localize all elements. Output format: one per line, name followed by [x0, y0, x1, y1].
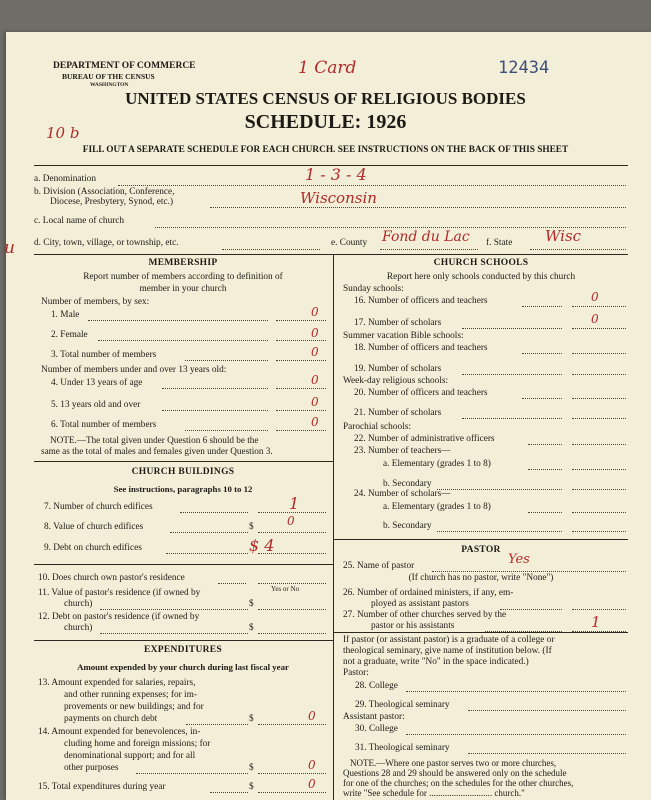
- q18-leader: [522, 353, 562, 354]
- q14-line-4: other purposes: [64, 763, 119, 773]
- q25-line: [432, 571, 626, 572]
- q14-dollar: $: [249, 763, 254, 773]
- q1-value: 0: [311, 305, 319, 319]
- q7-label: 7. Number of church edifices: [44, 502, 153, 512]
- q21-label: 21. Number of scholars: [354, 408, 442, 418]
- q27-label-2: pastor or his assistants: [371, 621, 455, 631]
- q3-field: [276, 360, 326, 361]
- q29-label: 29. Theological seminary: [355, 700, 450, 710]
- q28-line: [406, 691, 626, 692]
- q12-dollar: $: [249, 623, 254, 633]
- margin-mark: u: [4, 238, 15, 258]
- q19-leader: [462, 374, 562, 375]
- q22-field: [572, 444, 626, 445]
- q16-value: 0: [591, 290, 599, 304]
- q13-value: 0: [308, 709, 316, 723]
- state-label: f. State: [486, 238, 513, 248]
- q6-leader: [185, 430, 268, 431]
- q25-label: 25. Name of pastor: [343, 561, 415, 571]
- q23b-leader: [437, 489, 562, 490]
- division-line: [210, 207, 626, 208]
- q6-field: [276, 430, 326, 431]
- q17-leader: [462, 328, 562, 329]
- q11-label-1: 11. Value of pastor's residence (if owned by: [38, 588, 201, 598]
- city-line: [222, 249, 320, 250]
- division-label-2: Diocese, Presbytery, Synod, etc.): [50, 197, 174, 207]
- q11-leader: [100, 609, 248, 610]
- schools-title: CHURCH SCHOOLS: [433, 258, 529, 268]
- q14-leader: [136, 773, 248, 774]
- q26-label-1: 26. Number of ordained ministers, if any, em-: [343, 588, 514, 598]
- q6-value: 0: [311, 415, 319, 429]
- q1-field: [276, 320, 326, 321]
- q24a-leader: [528, 512, 562, 513]
- q23b-label: b. Secondary: [383, 479, 432, 489]
- q11-dollar: $: [249, 599, 254, 609]
- pastor-title: PASTOR: [461, 545, 501, 555]
- county-line: [380, 249, 478, 250]
- division-label-1: b. Division (Association, Conference,: [34, 187, 175, 197]
- hand-code: 10 b: [46, 124, 80, 142]
- q24b-leader: [437, 531, 562, 532]
- q24-label: 24. Number of scholars—: [354, 489, 451, 499]
- denomination-line: [118, 185, 626, 186]
- q8-dollar: $: [249, 522, 254, 532]
- rule-residence: [34, 564, 333, 565]
- q6-label: 6. Total number of members: [51, 420, 157, 430]
- q19-label: 19. Number of scholars: [354, 364, 442, 374]
- expenditures-sub: Amount expended by your church during last fiscal year: [77, 662, 289, 672]
- division-value: Wisconsin: [300, 189, 377, 207]
- denomination-value: 1 - 3 - 4: [305, 165, 367, 184]
- q16-leader: [522, 306, 562, 307]
- pastor-head: Pastor:: [343, 668, 369, 678]
- q10-field: [258, 583, 326, 584]
- state-value: Wisc: [545, 227, 582, 245]
- rule-buildings: [34, 461, 333, 462]
- membership-title: MEMBERSHIP: [148, 258, 218, 268]
- q24b-field: [572, 531, 626, 532]
- q31-label: 31. Theological seminary: [355, 743, 450, 753]
- q24a-label: a. Elementary (grades 1 to 8): [383, 502, 491, 512]
- city-label: d. City, town, village, or township, etc.: [34, 238, 179, 248]
- q20-label: 20. Number of officers and teachers: [354, 388, 488, 398]
- q1-label: 1. Male: [51, 310, 80, 320]
- q14-line-2: cluding home and foreign missions; for: [64, 739, 211, 749]
- q15-value: 0: [308, 777, 316, 791]
- q8-value: 0: [287, 514, 295, 528]
- q14-line-3: denominational support; and for all: [64, 751, 196, 761]
- q7-leader: [180, 512, 248, 513]
- bureau-label: BUREAU OF THE CENSUS: [62, 72, 155, 81]
- q5-value: 0: [311, 395, 319, 409]
- q2-field: [276, 340, 326, 341]
- q24b-label: b. Secondary: [383, 521, 432, 531]
- q30-label: 30. College: [355, 724, 398, 734]
- graduate-text-3: not a graduate, write "No" in the space indicated.): [343, 657, 529, 667]
- q13-leader: [186, 724, 248, 725]
- state-line: [530, 249, 626, 250]
- buildings-title: CHURCH BUILDINGS: [131, 467, 235, 477]
- expenditures-title: EXPENDITURES: [143, 645, 223, 655]
- q21-field: [572, 418, 626, 419]
- q22-leader: [528, 444, 562, 445]
- q23a-leader: [528, 469, 562, 470]
- city-label: WASHINGTON: [90, 82, 129, 88]
- q23-label: 23. Number of teachers—: [354, 446, 451, 456]
- graduate-text-2: theological seminary, give name of institution below. (If: [343, 646, 552, 656]
- q18-label: 18. Number of officers and teachers: [354, 343, 488, 353]
- q4-leader: [162, 388, 268, 389]
- pastor-note-3: for one of the churches; on the schedules for the other churches,: [343, 778, 574, 788]
- yes-no-hint: Yes or No: [271, 585, 300, 593]
- q2-value: 0: [311, 326, 319, 340]
- q1-leader: [88, 320, 268, 321]
- q22-label: 22. Number of administrative officers: [354, 434, 495, 444]
- q31-line: [468, 753, 626, 754]
- q8-field: [258, 532, 326, 533]
- q23a-field: [572, 469, 626, 470]
- q20-leader: [522, 398, 562, 399]
- q20-field: [572, 398, 626, 399]
- church-name-label: c. Local name of church: [34, 216, 125, 226]
- q14-line-1: 14. Amount expended for benevolences, in-: [38, 727, 201, 737]
- q4-value: 0: [311, 373, 319, 387]
- denomination-label: a. Denomination: [34, 174, 96, 184]
- q13-field: [258, 724, 326, 725]
- q11-field: [258, 609, 326, 610]
- q28-label: 28. College: [355, 681, 398, 691]
- schedule-title: SCHEDULE: 1926: [244, 111, 407, 133]
- q16-label: 16. Number of officers and teachers: [354, 296, 488, 306]
- q29-line: [468, 710, 626, 711]
- q2-label: 2. Female: [51, 330, 88, 340]
- q10-leader: [218, 583, 246, 584]
- q12-label-2: church): [64, 623, 93, 633]
- form-title: UNITED STATES CENSUS OF RELIGIOUS BODIES: [125, 89, 526, 108]
- q9-leader: [166, 553, 248, 554]
- q23b-field: [572, 489, 626, 490]
- rule-pastor: [333, 539, 628, 540]
- q26-field: [572, 609, 626, 610]
- pastor-note-4: write "See schedule for ............................ church.": [343, 788, 525, 798]
- by-sex-head: Number of members, by sex:: [41, 297, 150, 307]
- q8-leader: [170, 532, 248, 533]
- q3-label: 3. Total number of members: [51, 350, 157, 360]
- q24a-field: [572, 512, 626, 513]
- column-divider: [333, 254, 334, 800]
- q7-value: 1: [289, 494, 300, 513]
- county-value: Fond du Lac: [382, 229, 470, 245]
- q9-value: $ 4: [249, 536, 275, 555]
- q13-line-4: payments on church debt: [64, 714, 158, 724]
- schools-intro: Report here only schools conducted by this church: [386, 272, 576, 282]
- rule-main: [34, 254, 628, 255]
- q9-label: 9. Debt on church edifices: [44, 543, 142, 553]
- rule-graduate: [333, 632, 628, 633]
- q15-leader: [210, 792, 248, 793]
- q19-field: [572, 374, 626, 375]
- q16-field: [572, 306, 626, 307]
- q17-field: [572, 328, 626, 329]
- summer-head: Summer vacation Bible schools:: [343, 331, 464, 341]
- pastor-note-2: Questions 28 and 29 should be answered only on the schedule: [343, 768, 567, 778]
- graduate-text-1: If pastor (or assistant pastor) is a graduate of a college or: [343, 635, 555, 645]
- q30-line: [406, 734, 626, 735]
- q2-leader: [98, 340, 268, 341]
- q25-note: (If church has no pastor, write "None"): [408, 573, 554, 583]
- q8-label: 8. Value of church edifices: [44, 522, 144, 532]
- q13-line-1: 13. Amount expended for salaries, repairs,: [38, 678, 196, 688]
- q15-field: [258, 792, 326, 793]
- q4-label: 4. Under 13 years of age: [51, 378, 143, 388]
- q13-line-2: and other running expenses; for im-: [64, 690, 197, 700]
- q18-field: [572, 353, 626, 354]
- membership-intro-1: Report number of members according to definition of: [83, 272, 283, 282]
- q5-label: 5. 13 years old and over: [51, 400, 141, 410]
- membership-intro-2: member in your church: [139, 284, 227, 294]
- q26-label-2: ployed as assistant pastors: [371, 599, 469, 609]
- weekday-head: Week-day religious schools:: [343, 376, 449, 386]
- q11-label-2: church): [64, 599, 93, 609]
- q5-field: [276, 410, 326, 411]
- q27-label-1: 27. Number of other churches served by the: [343, 610, 507, 620]
- parochial-head: Parochial schools:: [343, 422, 411, 432]
- q14-value: 0: [308, 758, 316, 772]
- assistant-head: Assistant pastor:: [343, 712, 405, 722]
- q27-value: 1: [591, 613, 601, 631]
- q12-label-1: 12. Debt on pastor's residence (if owned by: [38, 612, 200, 622]
- county-label: e. County: [331, 238, 368, 248]
- q3-value: 0: [311, 345, 319, 359]
- membership-note-1: NOTE.—The total given under Question 6 should be the: [50, 435, 259, 445]
- q15-label: 15. Total expenditures during year: [38, 782, 166, 792]
- form-number: 12434: [498, 58, 550, 78]
- q12-field: [258, 633, 326, 634]
- q23a-label: a. Elementary (grades 1 to 8): [383, 459, 491, 469]
- q17-label: 17. Number of scholars: [354, 318, 442, 328]
- q5-leader: [162, 410, 268, 411]
- q25-value: Yes: [508, 552, 530, 567]
- sunday-head: Sunday schools:: [343, 284, 404, 294]
- membership-note-2: same as the total of males and females given under Question 3.: [41, 446, 273, 456]
- hand-note-card: 1 Card: [298, 58, 357, 78]
- dept-label: DEPARTMENT OF COMMERCE: [53, 61, 196, 71]
- rule-expenditures: [34, 640, 333, 641]
- q15-dollar: $: [249, 782, 254, 792]
- buildings-sub: See instructions, paragraphs 10 to 12: [113, 484, 253, 494]
- q21-leader: [462, 418, 562, 419]
- q3-leader: [185, 360, 268, 361]
- pastor-note-1: NOTE.—Where one pastor serves two or more churches,: [350, 758, 557, 768]
- q17-value: 0: [591, 312, 599, 326]
- fill-instruction: FILL OUT A SEPARATE SCHEDULE FOR EACH CHURCH. SEE INSTRUCTIONS ON THE BACK OF THIS SHEET: [82, 145, 569, 155]
- q12-leader: [100, 633, 248, 634]
- age-head: Number of members under and over 13 years old:: [41, 365, 227, 375]
- q13-dollar: $: [249, 714, 254, 724]
- q26-leader: [500, 609, 562, 610]
- q10-label: 10. Does church own pastor's residence: [38, 573, 185, 583]
- q4-field: [276, 388, 326, 389]
- q13-line-3: provements or new buildings; and for: [64, 702, 204, 712]
- q14-field: [258, 773, 326, 774]
